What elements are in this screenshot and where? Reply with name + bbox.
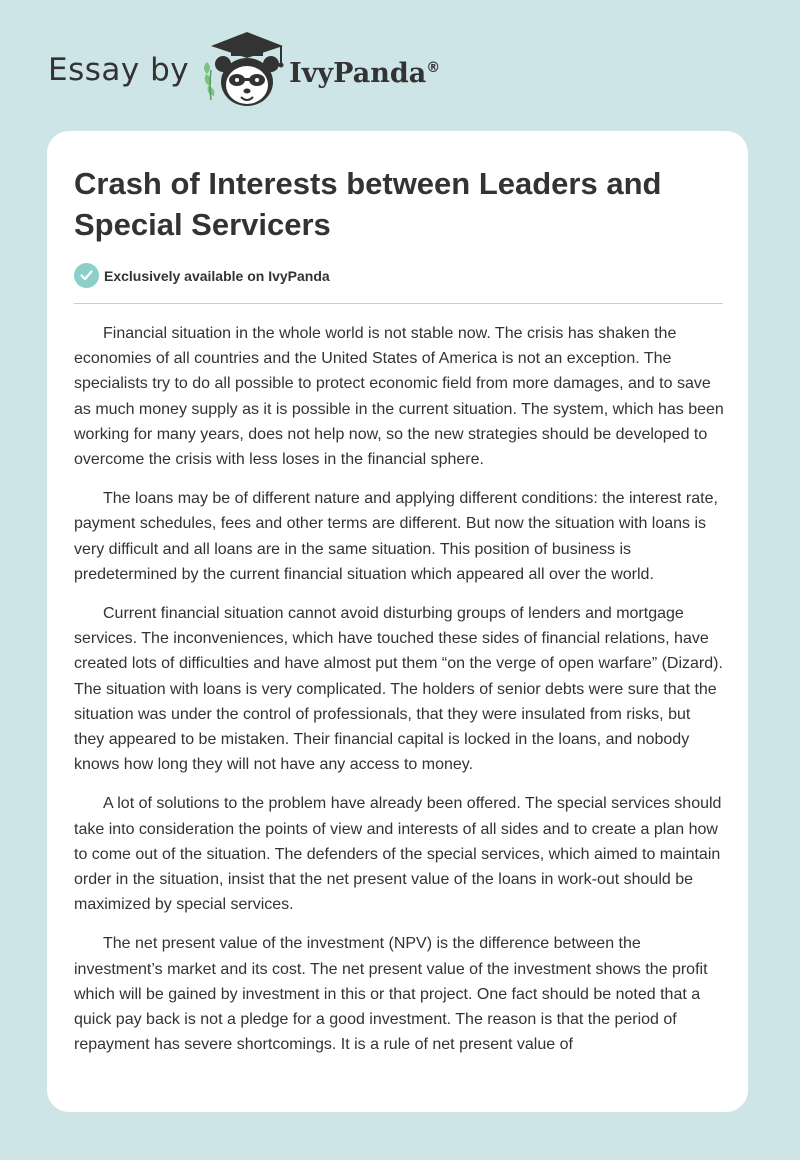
exclusive-badge (74, 263, 330, 288)
paragraph: Financial situation in the whole world is not stable now. The crisis has shaken the economies of all countries and the United States of America is not an exception. The specialists try to do all possible to protect economic field from more damages, and to save as much money supply as it is possible in the current situation. The system, which has been working for many years, does not help now, so the new strategies should be developed to overcome the crisis with less loses in the financial sphere. (74, 325, 724, 469)
paragraph: The net present value of the investment (NPV) is the difference between the investment’s market and its cost. The net present value of the investment shows the profit which will be gained by investment in this or that project. One fact should be noted that a quick pay back is not a pledge for a good investment. The reason is that the period of repayment has severe shortcomings. It is a rule of net present value of (74, 935, 708, 1054)
essay-card (47, 131, 748, 1112)
paragraph: A lot of solutions to the problem have already been offered. The special services should take into consideration the points of view and interests of all sides and to create a plan how to come out of the situation. The defenders of the special services, which aimed to maintain order in the situation, insist that the net present value of the loans in work-out should be maximized by special services. (74, 795, 722, 914)
panda-logo-icon[interactable] (201, 30, 287, 110)
brand-name[interactable] (289, 58, 440, 89)
registered-mark: ® (426, 59, 441, 76)
exclusive-label: Exclusively available on IvyPanda (104, 267, 330, 284)
paragraph: The loans may be of different nature and applying different conditions: the interest rate, payment schedules, fees and other terms are different. But now the situation with loans is very difficult and all loans are in the same situation. This position of business is predetermined by the current financial situation which appeared all over the world. (74, 490, 718, 583)
site-header (48, 30, 440, 110)
divider (74, 303, 723, 304)
paragraph: Current financial situation cannot avoid disturbing groups of lenders and mortgage services. The inconveniences, which have touched these sides of financial relations, have created lots of difficulties and have almost put them “on the verge of open warfare” (Dizard). The situation with loans is very complicated. The holders of senior debts were sure that the situation was under the control of professionals, that they were insulated from risks, but they appeared to be mistaken. Their financial capital is locked in the loans, and nobody knows how long they will not have any access to money. (74, 605, 723, 774)
essay-body (74, 321, 724, 1071)
essay-by-label: Essay by (48, 52, 190, 88)
check-circle-icon (74, 263, 99, 288)
essay-title: Crash of Interests between Leaders and Special Servicers (74, 166, 662, 242)
brand-name-text: IvyPanda (289, 57, 427, 89)
